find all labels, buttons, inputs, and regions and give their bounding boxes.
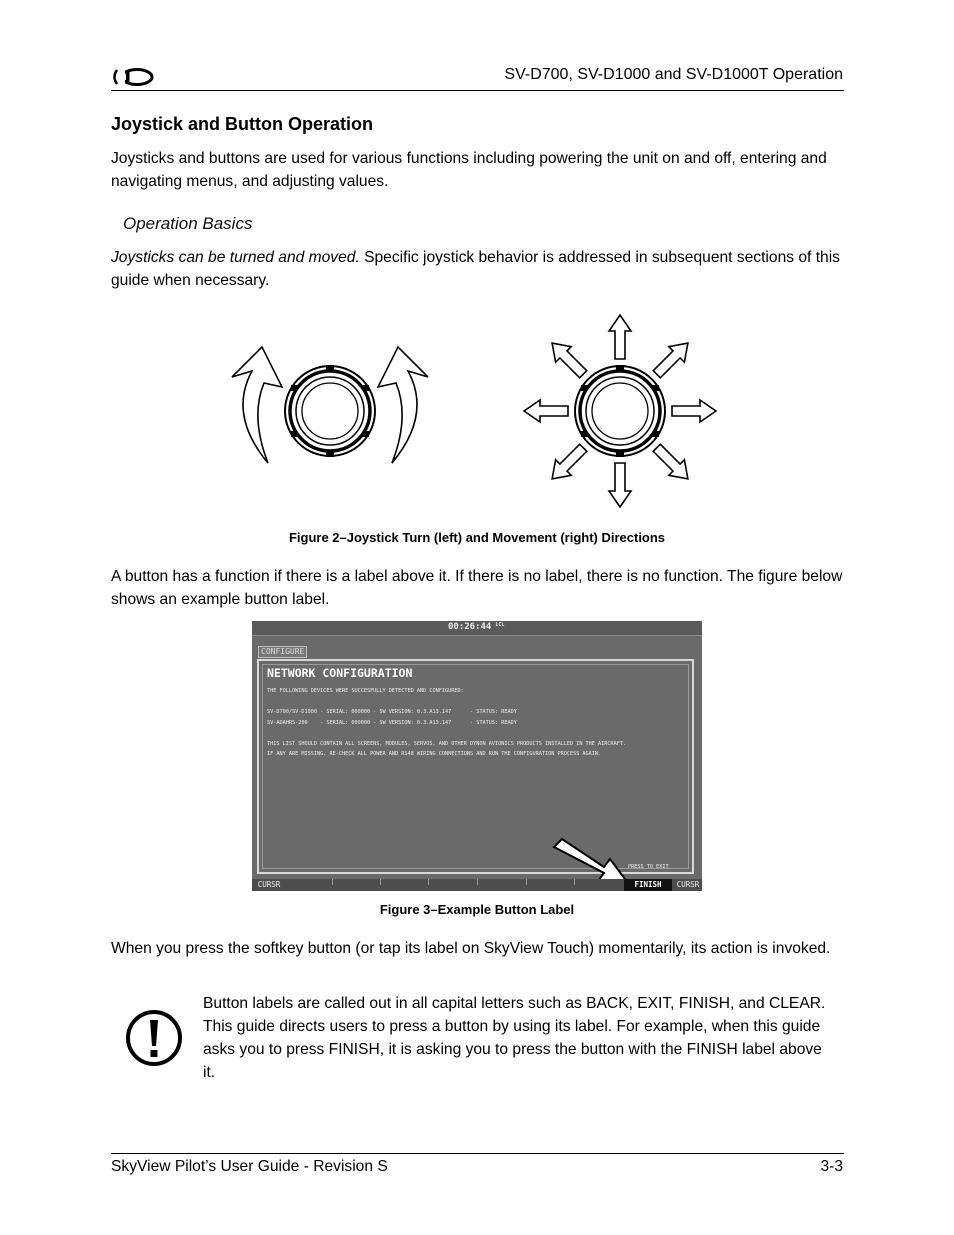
arrow-right-icon [672, 400, 716, 422]
button-paragraph: A button has a function if there is a label above it. If there is no label, there is no function. The figure below shows an example button label. [111, 568, 843, 608]
softkey-paragraph: When you press the softkey button (or tap its label on SkyView Touch) momentarily, its action is invoked. [111, 940, 831, 957]
figure3-caption: Figure 3–Example Button Label [379, 902, 575, 917]
figure2-caption: Figure 2–Joystick Turn (left) and Movement (right) Directions [288, 530, 666, 545]
basics-italic-text: Joysticks can be turned and moved. [111, 249, 360, 266]
arrow-up-left-icon [544, 335, 591, 382]
configure-tab[interactable]: CONFIGURE [258, 646, 307, 658]
arrow-down-icon [609, 463, 631, 507]
clock-time: 00:26:44 [448, 622, 492, 632]
arrow-down-left-icon [544, 440, 591, 487]
dynon-logo-icon [111, 68, 155, 86]
footer-divider [111, 1153, 844, 1154]
basics-paragraph [111, 246, 844, 292]
softkey-finish[interactable]: FINISH [624, 879, 672, 891]
softkey-cursr-right[interactable]: CURSR [676, 880, 700, 889]
screen-top-bar [252, 621, 702, 636]
joystick-turn-diagram [232, 347, 428, 463]
section-heading: Joystick and Button Operation [111, 114, 374, 134]
clock-suffix: LCL [495, 622, 505, 628]
basics-text: Specific joystick behavior is addressed in subsequent sections of this guide when necessary. [111, 249, 840, 289]
arrow-left-icon [524, 400, 568, 422]
rotate-left-arrow-icon [232, 347, 282, 463]
page-number: 3-3 [820, 1158, 843, 1175]
press-to-exit-label: PRESS TO EXIT [628, 864, 669, 870]
network-config-title: NETWORK CONFIGURATION [267, 666, 413, 680]
softkey-bar [252, 879, 702, 891]
skyview-screen [252, 621, 702, 891]
softkey-cursr-left[interactable]: CURSR [257, 880, 281, 889]
arrow-up-icon [609, 315, 631, 359]
header-divider [111, 90, 844, 91]
clock-display [448, 622, 504, 632]
note-text: Button labels are called out in all capital letters such as BACK, EXIT, FINISH, and CLEAR. This guide directs users to press a button by using its label. For example, when this guide asks you to press FINISH, it is asking you to press the button with the FINISH label above it. [203, 995, 826, 1081]
pointer-arrow-icon [552, 837, 632, 885]
subsection-heading: Operation Basics [123, 214, 253, 233]
intro-paragraph: Joysticks and buttons are used for various functions including powering the unit on and off, entering and navigating menus, and adjusting values. [111, 150, 827, 190]
arrow-down-right-icon [649, 440, 696, 487]
screen-line: SV-ADAHRS-200 - SERIAL: 000000 - SW VERSION: 0.3.A13.147 - STATUS: READY [267, 720, 517, 726]
exclamation-icon [124, 1008, 184, 1068]
footer-title: SkyView Pilot’s User Guide - Revision S [111, 1158, 388, 1175]
screen-line: SV-D700/SV-D1000 - SERIAL: 000000 - SW VERSION: 0.3.A13.147 - STATUS: READY [267, 709, 517, 715]
screen-line: THE FOLLOWING DEVICES WERE SUCCESFULLY DETECTED AND CONFIGURED: [267, 688, 464, 694]
screen-line: THIS LIST SHOULD CONTAIN ALL SCREENS, MODULES, SERVOS, AND OTHER DYNON AVIONICS PRODUCTS INSTALLED IN THE AIRCRAFT. [267, 741, 627, 747]
arrow-up-right-icon [649, 335, 696, 382]
joystick-figure [220, 305, 740, 520]
rotate-right-arrow-icon [378, 347, 428, 463]
joystick-move-diagram [524, 315, 716, 507]
header-title: SV-D700, SV-D1000 and SV-D1000T Operation [504, 66, 843, 83]
screen-line: IF ANY ARE MISSING, RE-CHECK ALL POWER AND RS48 WIRING CONNECTIONS AND RUN THE CONFIGURATION PROCESS AGAIN. [267, 751, 602, 757]
